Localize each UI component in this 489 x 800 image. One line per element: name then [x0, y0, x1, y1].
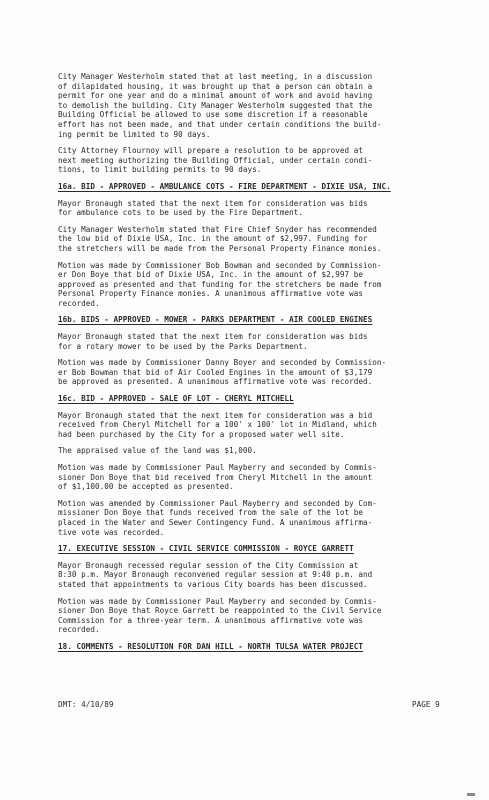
paragraph-ambulance-cots-intro: Mayor Bronaugh stated that the next item for consideration was bids for ambulance cots to be used by the Fire Department. — [58, 198, 368, 218]
paragraph-lot-amended-motion: Motion was amended by Commissioner Paul Mayberry and seconded by Com- missioner Don Boye that funds received from the sale of the lot be placed in the Water and Sewer Contingency Fund. A unanimous affirma- tive vote was recorded. — [58, 498, 377, 537]
heading-16b: 16b. BIDS - APPROVED - MOWER - PARKS DEPARTMENT - AIR COOLED ENGINES — [58, 315, 373, 325]
minutes-body — [58, 72, 472, 652]
paragraph-lot-intro: Mayor Bronaugh stated that the next item for consideration was a bid received from Cheryl Mitchell for a 100' x 100' lot in Midland, which had been purchased by the City for a proposed water well site. — [58, 410, 377, 439]
heading-16a: 16a. BID - APPROVED - AMBULANCE COTS - FIRE DEPARTMENT - DIXIE USA, INC. — [58, 181, 391, 191]
paragraph-ambulance-motion: Motion was made by Commissioner Bob Bowman and seconded by Commission- er Don Boye that bid of Dixie USA, Inc. in the amount of $2,997 be approved as presented and that funding for the stretchers be made from Personal Property Finance monies. A unanimous affirmative vote was recorded. — [58, 260, 382, 308]
paragraph-lot-motion: Motion was made by Commissioner Paul Mayberry and seconded by Commis- sioner Don Boye that bid received from Cheryl Mitchell in the amount of $1,100.00 be accepted as presented. — [58, 463, 377, 492]
heading-18: 18. COMMENTS - RESOLUTION FOR DAN HILL - NORTH TULSA WATER PROJECT — [58, 641, 364, 651]
paragraph-appraised-value: The appraised value of the land was $1,000. — [58, 446, 257, 456]
footer-date: DMT: 4/10/89 — [58, 700, 114, 709]
paragraph-city-attorney: City Attorney Flournoy will prepare a resolution to be approved at next meeting authorizing the Building Official, under certain condi- tions, to limit building permits to 90 days. — [58, 146, 373, 175]
scan-edge-mark — [467, 793, 475, 796]
footer-page-number: PAGE 9 — [412, 700, 440, 709]
paragraph-civil-service-motion: Motion was made by Commissioner Paul Mayberry and seconded by Commis- sioner Don Boye that Royce Garrett be reappointed to the Civil Service Commission for a three-year term. A unanimous affirmative vote was recorded. — [58, 596, 382, 635]
paragraph-executive-session: Mayor Bronaugh recessed regular session of the City Commission at 8:30 p.m. Mayor Bronaugh reconvened regular session at 9:40 p.m. and stated that appointments to various City boards has been discussed. — [58, 560, 373, 589]
heading-16c: 16c. BID - APPROVED - SALE OF LOT - CHERYL MITCHELL — [58, 394, 294, 404]
paragraph-mower-motion: Motion was made by Commissioner Danny Boyer and seconded by Commission- er Bob Bowman that bid of Air Cooled Engines in the amount of $3,179 be approved as presented. A unanimous affirmative vote was recorded. — [58, 358, 387, 387]
paragraph-fire-chief-recommendation: City Manager Westerholm stated that Fire Chief Snyder has recommended the low bid of Dixie USA, Inc. in the amount of $2,997. Funding for the stretchers will be made from the Personal Property Finance monies. — [58, 224, 382, 253]
paragraph-mower-intro: Mayor Bronaugh stated that the next item for consideration was bids for a rotary mower to be used by the Parks Department. — [58, 332, 368, 351]
heading-17: 17. EXECUTIVE SESSION - CIVIL SERVICE COMMISSION - ROYCE GARRETT — [58, 544, 354, 554]
paragraph-dilapidated-housing: City Manager Westerholm stated that at last meeting, in a discussion of dilapidated housing, it was brought up that a person can obtain a permit for one year and do a minimal amount of work and avoid having to demolish the building. City Manager Westerholm suggested that the Building Official be allowed to use some discretion if a reasonable effort has not been made, and that under certain conditions the build- ing permit be limited to 90 days. — [58, 72, 382, 139]
